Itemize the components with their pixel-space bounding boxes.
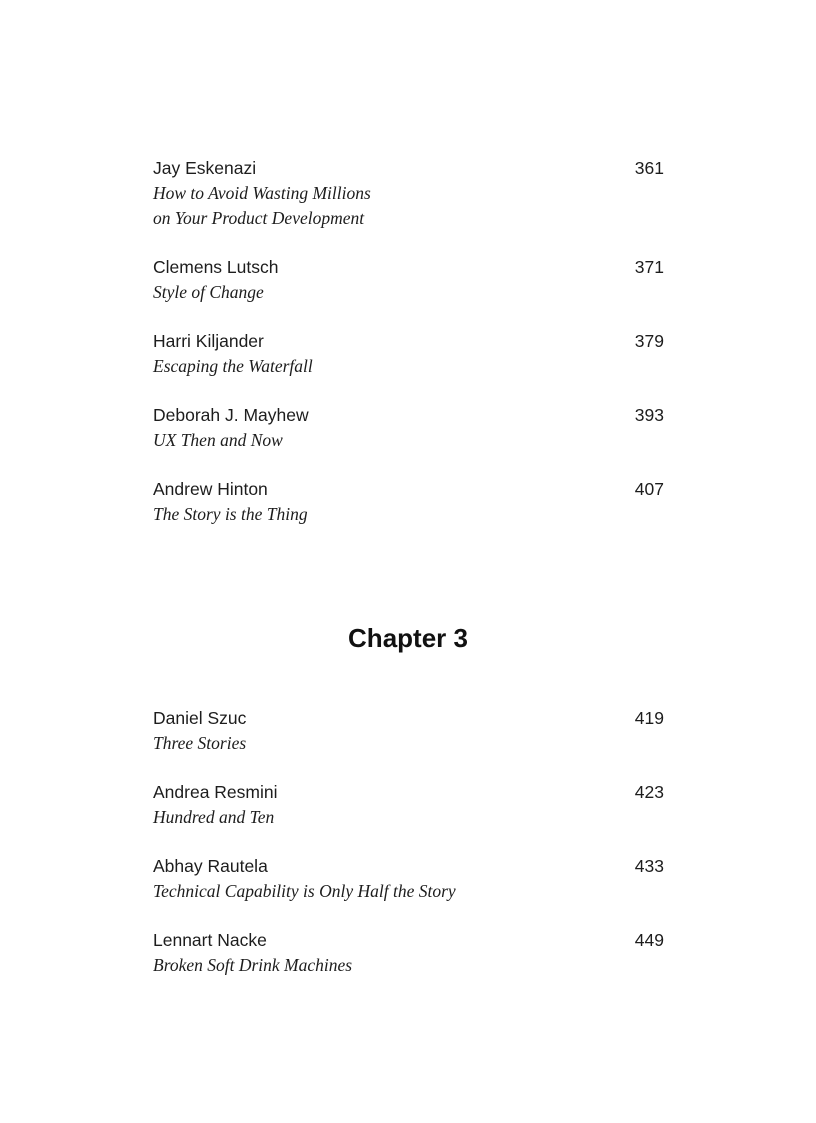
entry-title-line: on Your Product Development xyxy=(153,208,365,228)
entry-page-number: 379 xyxy=(634,331,664,351)
entry-author: Andrea Resmini xyxy=(153,782,278,802)
entry-author: Daniel Szuc xyxy=(153,708,247,728)
entry-title-line: How to Avoid Wasting Millions xyxy=(153,183,371,203)
entry-title-line: Style of Change xyxy=(153,282,264,302)
entry-page-number: 393 xyxy=(634,405,664,425)
entry-author: Jay Eskenazi xyxy=(153,158,257,178)
toc-entry[interactable] xyxy=(153,928,664,978)
entry-title-line: Technical Capability is Only Half the Story xyxy=(153,881,456,901)
chapter-heading: Chapter 3 xyxy=(348,623,468,653)
entry-title-line: UX Then and Now xyxy=(153,430,283,450)
toc-entry[interactable] xyxy=(153,854,664,904)
toc-section-previous-chapter xyxy=(153,156,664,551)
entry-page-number: 449 xyxy=(634,930,664,950)
entry-page-number: 419 xyxy=(634,708,664,728)
entry-title-line: Hundred and Ten xyxy=(153,807,275,827)
entry-title-line: Escaping the Waterfall xyxy=(153,356,313,376)
entry-page-number: 361 xyxy=(634,158,664,178)
entry-title-line: Three Stories xyxy=(153,733,247,753)
entry-title-line: The Story is the Thing xyxy=(153,504,308,524)
toc-entry[interactable] xyxy=(153,329,664,379)
toc-entry[interactable] xyxy=(153,403,664,453)
toc-entry[interactable] xyxy=(153,477,664,527)
entry-author: Lennart Nacke xyxy=(153,930,267,950)
entry-title-line: Broken Soft Drink Machines xyxy=(153,955,353,975)
entry-page-number: 423 xyxy=(634,782,664,802)
entry-page-number: 407 xyxy=(634,479,664,499)
entry-author: Harri Kiljander xyxy=(153,331,264,351)
entry-author: Andrew Hinton xyxy=(153,479,268,499)
entry-author: Clemens Lutsch xyxy=(153,257,279,277)
toc-entry[interactable] xyxy=(153,780,664,830)
entry-author: Deborah J. Mayhew xyxy=(153,405,309,425)
toc-entry[interactable] xyxy=(153,255,664,305)
toc-entry[interactable] xyxy=(153,156,664,231)
toc-section-chapter-3 xyxy=(153,706,664,1002)
toc-entry[interactable] xyxy=(153,706,664,756)
entry-author: Abhay Rautela xyxy=(153,856,268,876)
entry-page-number: 433 xyxy=(634,856,664,876)
entry-page-number: 371 xyxy=(634,257,664,277)
